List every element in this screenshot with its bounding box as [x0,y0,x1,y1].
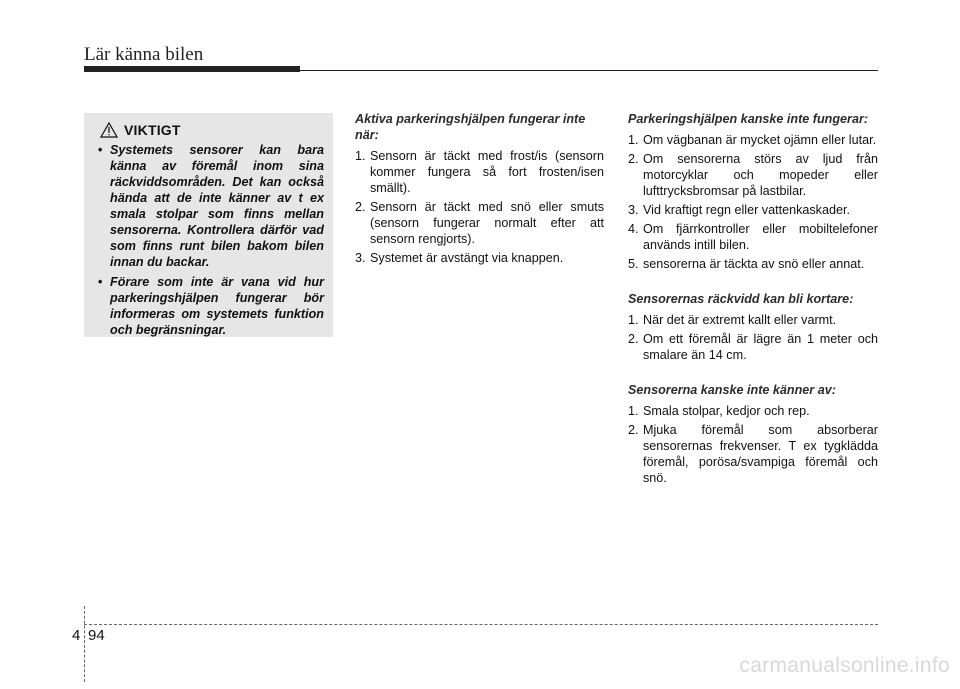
page-number: 94 [88,627,105,644]
header-thick-rule [84,66,300,72]
section-heading: Sensorernas räckvidd kan bli kortare: [628,292,854,306]
page-header-title: Lär känna bilen [84,44,204,65]
list-item: 5. sensorerna är täckta av snö eller annat. [628,257,865,271]
warning-triangle-icon [100,122,118,138]
warning-box [84,113,333,337]
list-item: 3. Systemet är avstängt via knappen. [355,251,564,265]
numbered-list [628,312,878,363]
watermark: carmanualsonline.info [739,654,950,677]
warning-heading [100,122,324,138]
numbered-list [355,148,604,266]
section-heading: Parkeringshjälpen kanske inte fungerar: [628,112,869,126]
chapter-number: 4 [72,627,81,644]
list-item: 3. Vid kraftigt regn eller vattenkaskader. [628,203,850,217]
middle-column [355,111,604,269]
section-heading: Sensorerna kanske inte känner av: [628,383,836,397]
right-column [628,111,878,489]
numbered-list [628,403,878,486]
list-item: 2. Om sensorerna störs av ljud från motorcyklar och mopeder eller lufttrycksbromsar på lastbilar. [628,152,878,198]
header-thin-rule [300,70,878,71]
footer-rule [84,624,878,625]
warning-item: • Systemets sensorer kan bara känna av föremål inom sina räckviddsområden. Det kan också hända att de inte känner av t ex smala stolpar som finns mellan sensorerna. Kontrollera därför vad som finns runt bilen bakom bilen innan du backar. [98,143,324,269]
warning-title: VIKTIGT [124,122,181,138]
list-item: 1. När det är extremt kallt eller varmt. [628,313,837,327]
list-item: 2. Om ett föremål är lägre än 1 meter och smalare än 14 cm. [628,332,878,362]
list-item: 1. Sensorn är täckt med frost/is (sensorn kommer fungera så fort frosten/isen smällt). [355,149,604,195]
list-item: 4. Om fjärrkontroller eller mobiltelefoner används intill bilen. [628,222,878,252]
numbered-list [628,132,878,272]
list-item: 1. Smala stolpar, kedjor och rep. [628,404,810,418]
warning-item: • Förare som inte är vana vid hur parkeringshjälpen fungerar bör informeras om systemets funktion och begränsningar. [98,275,324,337]
footer-divider [84,606,85,682]
list-item: 2. Mjuka föremål som absorberar sensorernas frekvenser. T ex tygklädda föremål, porösa/svampiga föremål och snö. [628,423,878,485]
list-item: 1. Om vägbanan är mycket ojämn eller lutar. [628,133,877,147]
warning-list [92,142,324,338]
section-heading: Aktiva parkeringshjälpen fungerar inte när: [355,112,586,142]
list-item: 2. Sensorn är täckt med snö eller smuts (sensorn fungerar normalt efter att sensorn rengjorts). [355,200,604,246]
